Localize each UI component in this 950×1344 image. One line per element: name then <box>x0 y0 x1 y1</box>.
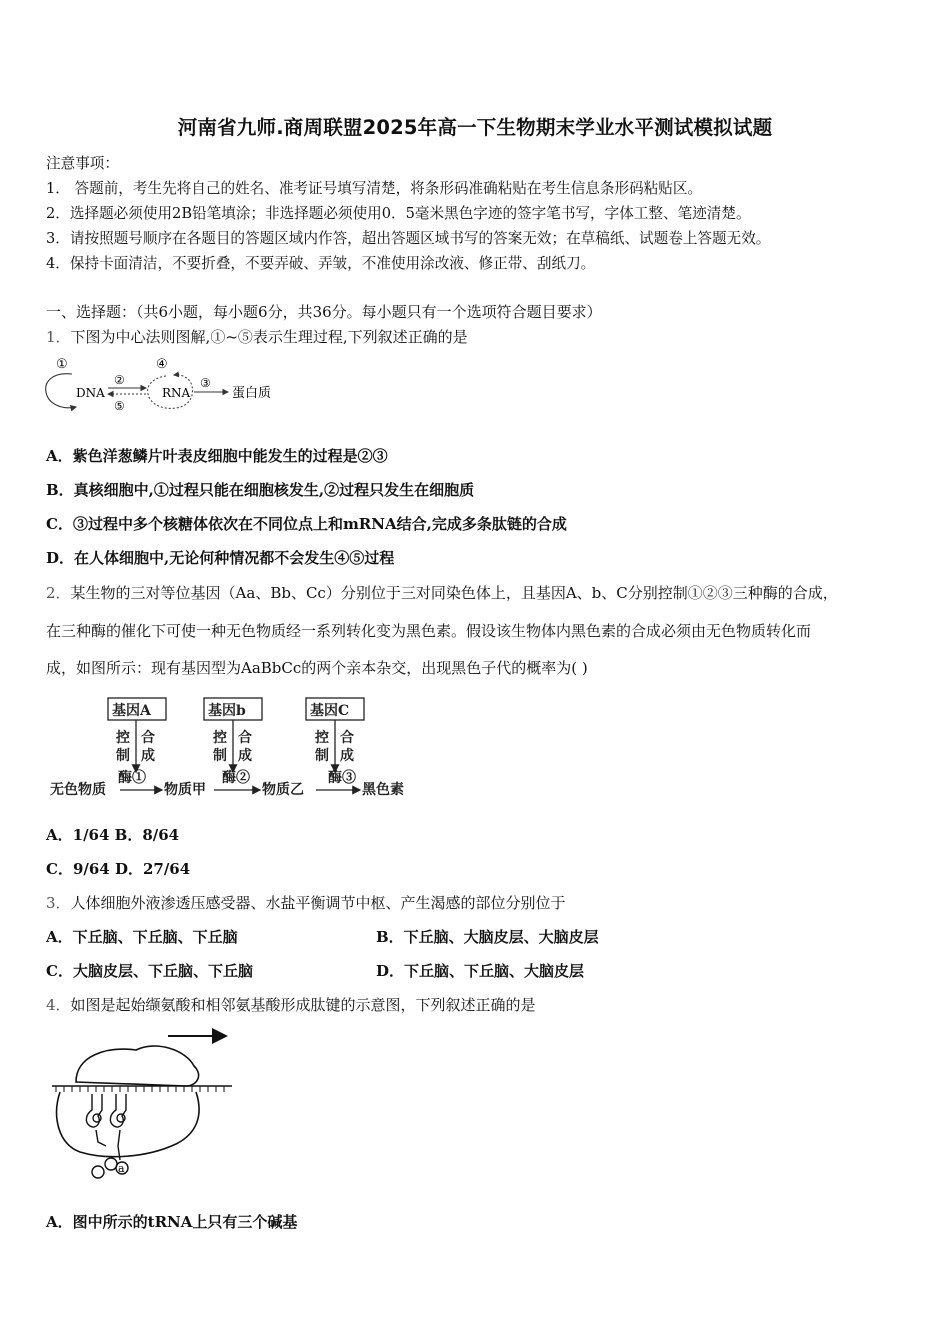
substance-yi-label: 物质乙 <box>262 782 304 798</box>
question-1-option-a: A．紫色洋葱鳞片叶表皮细胞中能发生的过程是②③ <box>46 447 388 465</box>
notice-item-3: 3．请按照题号顺序在各题目的答题区域内作答，超出答题区域书写的答案无效；在草稿纸、试题卷上答题无效。 <box>46 230 771 247</box>
section-heading: 一、选择题：（共6小题，每小题6分，共36分。每小题只有一个选项符合题目要求） <box>46 303 602 321</box>
synth-label-3b: 成 <box>340 748 354 764</box>
control-label-3b: 制 <box>315 748 329 764</box>
marker-5: ⑤ <box>114 399 125 413</box>
question-2-stem-line-1 <box>46 582 838 603</box>
marker-3: ③ <box>200 376 211 390</box>
question-3-stem <box>46 892 566 913</box>
control-label-3a: 控 <box>315 730 329 746</box>
melanin-pathway-diagram <box>46 694 426 802</box>
question-3-option-d: D．下丘脑、下丘脑、大脑皮层 <box>376 962 585 980</box>
notice-item-2: 2．选择题必须使用2B铅笔填涂；非选择题必须使用0．5毫米黑色字迹的签字笔书写，字体工整、笔迹清楚。 <box>46 205 751 222</box>
question-2-options-cd: C．9/64 D．27/64 <box>46 860 191 878</box>
question-text: 某生物的三对等位基因（Aa、Bb、Cc）分别位于三对同染色体上，且基因A、b、C分别控制①②③三种酶的合成， <box>70 584 838 602</box>
question-3-option-c: C．大脑皮层、下丘脑、下丘脑 <box>46 962 253 980</box>
question-3-option-a: A．下丘脑、下丘脑、下丘脑 <box>46 928 238 946</box>
question-text: 人体细胞外液渗透压感受器、水盐平衡调节中枢、产生渴感的部位分别位于 <box>70 894 566 912</box>
marker-1: ① <box>56 357 68 372</box>
protein-label: 蛋白质 <box>232 386 272 401</box>
control-label-1b: 制 <box>116 748 130 764</box>
trna-molecules <box>86 1094 126 1160</box>
question-1-option-d: D．在人体细胞中,无论何种情况都不会发生④⑤过程 <box>46 549 395 567</box>
marker-4: ④ <box>156 357 168 372</box>
question-1-stem <box>46 326 468 347</box>
synth-label-1a: 合 <box>141 730 155 746</box>
question-1-option-b: B．真核细胞中,①过程只能在细胞核发生,②过程只发生在细胞质 <box>46 481 475 499</box>
central-dogma-diagram <box>42 354 292 416</box>
synth-label-2a: 合 <box>238 730 252 746</box>
notice-item-4: 4．保持卡面清洁，不要折叠，不要弄破、弄皱，不准使用涂改液、修正带、刮纸刀。 <box>46 255 596 272</box>
gene-c-label: 基因C <box>310 703 350 719</box>
question-number: 2． <box>46 584 71 602</box>
rna-label: RNA <box>162 386 191 400</box>
question-text: 如图是起始缬氨酸和相邻氨基酸形成肽键的示意图，下列叙述正确的是 <box>70 996 536 1014</box>
replication-loop <box>46 374 76 408</box>
question-number: 3． <box>46 894 71 912</box>
ribosome-large-subunit <box>57 1092 199 1157</box>
question-text: 下图为中心法则图解,①~⑤表示生理过程,下列叙述正确的是 <box>70 328 468 346</box>
question-2-options-ab: A．1/64 B．8/64 <box>46 826 180 844</box>
question-2-stem-line-3: 成，如图所示：现有基因型为AaBbCc的两个亲本杂交，出现黑色子代的概率为( ) <box>46 659 588 677</box>
ribosome-small-subunit <box>76 1046 199 1086</box>
gene-b-label: 基因b <box>208 703 246 719</box>
control-label-2a: 控 <box>213 730 227 746</box>
translation-diagram <box>46 1026 246 1186</box>
marker-2: ② <box>114 373 125 387</box>
notice-heading: 注意事项： <box>46 155 119 172</box>
melanin-label: 黑色素 <box>362 782 404 798</box>
page-title: 河南省九师.商周联盟2025年高一下生物期末学业水平测试模拟试题 <box>177 116 773 139</box>
synth-label-1b: 成 <box>141 748 155 764</box>
question-number: 1． <box>46 328 71 346</box>
question-4-option-a: A．图中所示的tRNA上只有三个碱基 <box>46 1213 298 1231</box>
enzyme-2-label: 酶② <box>222 770 250 786</box>
control-label-1a: 控 <box>116 730 130 746</box>
question-1-option-c: C．③过程中多个核糖体依次在不同位点上和mRNA结合,完成多条肽链的合成 <box>46 515 567 533</box>
control-label-2b: 制 <box>213 748 227 764</box>
colorless-substance-label: 无色物质 <box>50 782 106 798</box>
gene-a-label: 基因A <box>112 703 151 719</box>
synth-label-2b: 成 <box>238 748 252 764</box>
question-4-stem <box>46 994 536 1015</box>
question-number: 4． <box>46 996 71 1014</box>
label-a: a <box>118 1162 125 1175</box>
question-2-stem-line-2: 在三种酶的催化下可使一种无色物质经一系列转化变为黑色素。假设该生物体内黑色素的合成必须由无色物质转化而 <box>46 622 812 640</box>
question-3-option-b: B．下丘脑、大脑皮层、大脑皮层 <box>376 928 599 946</box>
synth-label-3a: 合 <box>340 730 354 746</box>
dna-label: DNA <box>76 386 105 400</box>
substance-jia-label: 物质甲 <box>164 782 206 798</box>
enzyme-3-label: 酶③ <box>328 770 356 786</box>
enzyme-1-label: 酶① <box>118 770 146 786</box>
notice-item-1: 1． 答题前，考生先将自己的姓名、准考证号填写清楚，将条形码准确粘贴在考生信息条形码粘贴区。 <box>46 180 703 197</box>
